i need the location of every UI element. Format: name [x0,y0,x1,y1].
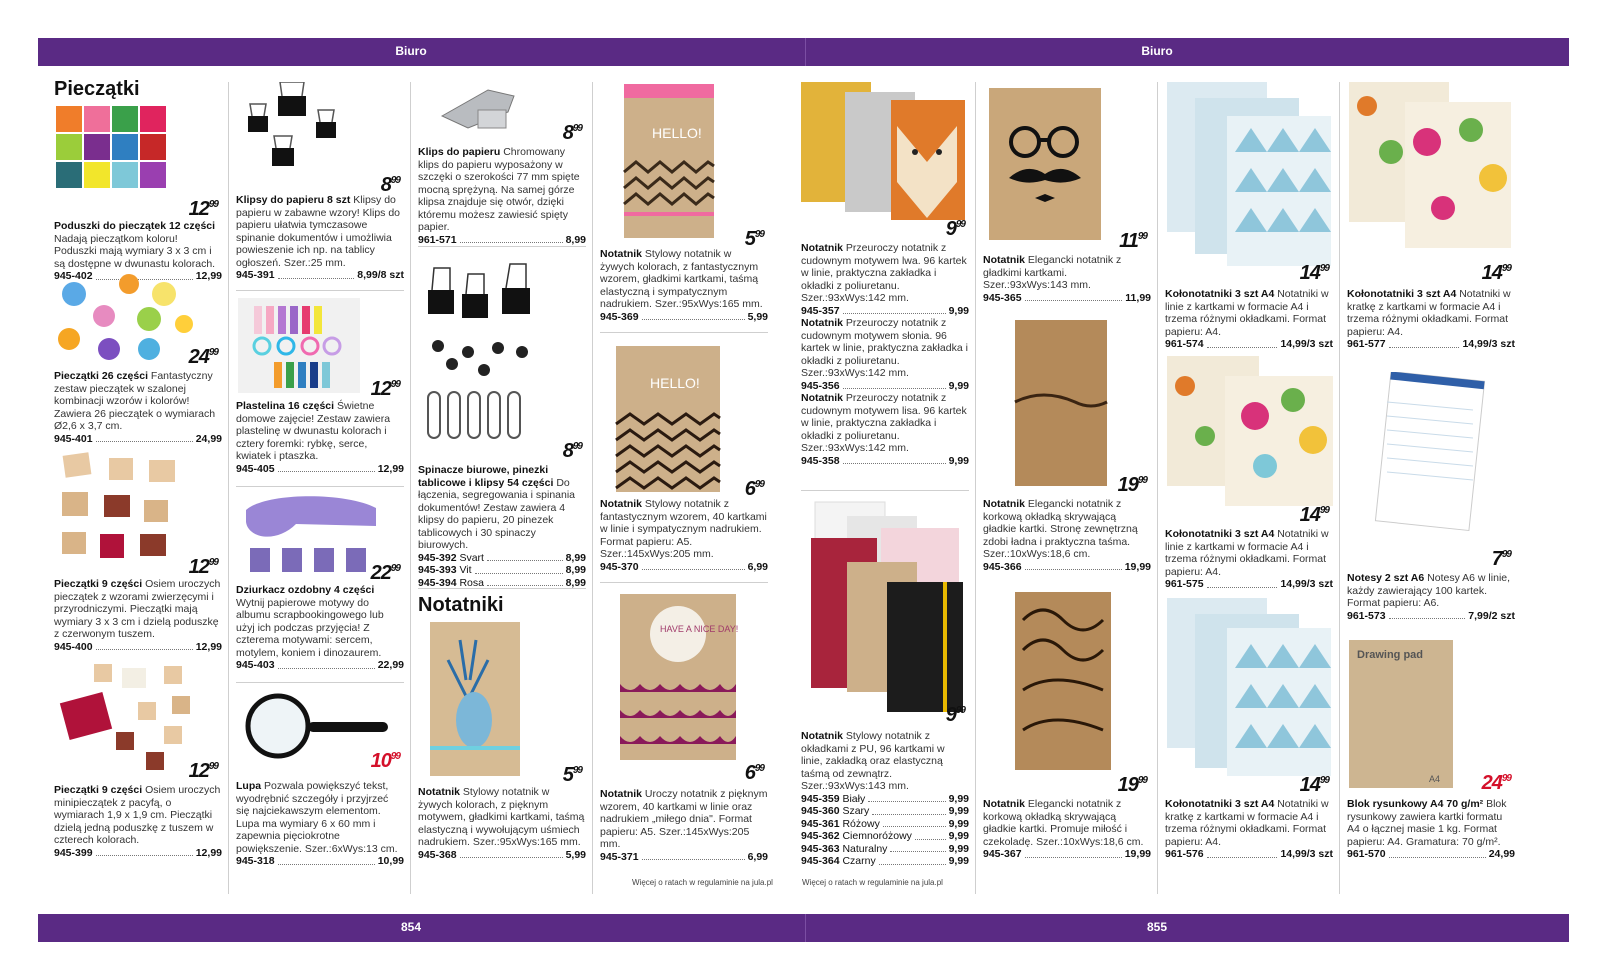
mini-stamps-image [54,662,222,772]
product-description: Klipsy do papieru 8 szt Klipsy do papieru w zabawne wzory! Klips do papieru ułatwia tymczasowe spinanie dokumentów i umożliwia powieszenie ich np. na tablicy ogłoszeń. Szer.:25 mm. 945-391 8,99/8 szt [236,194,404,281]
product-description: Kołonotatniki 3 szt A4 Notatniki w linie z kartkami w formacie A4 i trzema różnymi okładkami. Format papieru: A4. 961-574 14,99/3 szt [1165,288,1333,350]
column-office-accessories [236,82,404,894]
price-tag: $5^{99}$ [562,764,582,786]
row-separator [236,486,404,487]
band-divider [805,38,806,66]
price-tag: $24^{99}$ [1481,772,1511,794]
price-tag: $14^{99}$ [1299,262,1329,284]
column-divider [1339,82,1340,894]
column-elegant-notebooks [983,82,1151,894]
product-description: Notatnik Stylowy notatnik z fantastycznym wzorem, 40 kartkami w linie i sympatycznym nadrukiem. Format papieru: A5. Szer.:145xWys:205 mm. 945-370 6,99 [600,498,768,573]
pu-notebooks-image [801,498,969,718]
product-card[interactable] [1165,82,1333,354]
column-kraft-notebooks [600,82,768,894]
product-description: Dziurkacz ozdobny 4 części Wytnij papierowe motywy do albumu scrapbookingowego lub użyj ich podczas przyjęcia! Z czterema motywami: sercem, motylem, koniem i dinozaurem. 945-403 22,99 [236,584,404,671]
row-separator [600,332,768,333]
footnote-right: Więcej o ratach w regulaminie na jula.pl [802,878,943,887]
header-band [38,38,1569,66]
column-divider [975,82,976,894]
product-description: Spinacze biurowe, pinezki tablicowe i klipsy 54 części Do łączenia, segregowania i spinania dokumentów! Zestaw zawiera 4 klipsy do papieru, 20 pinezek tablicowych i 30 spinaczy biurowych. 945-392 Svart 8,99 945-393 Vit 8,99 945-394 Rosa 8,99 [418,464,586,589]
column-clips-notebooks [418,82,586,894]
product-description: Notatnik Stylowy notatnik z okładkami z PU, 96 kartkami w linie, zakładką oraz elastyczną taśmą od zewnątrz. Szer.:93xWys:143 mm. 945-359 Biały 9,99 945-360 Szary 9,99 945-361 Różowy 9,99 945-362 Ciemnoróżowy 9,99 945-363 Naturalny 9,99 945-364 Czarny 9,99 [801,730,969,867]
product-card[interactable] [236,298,404,483]
price-tag: $11^{99}$ [1119,230,1147,252]
mustache-notebook-image [983,82,1151,242]
row-separator [236,290,404,291]
product-card[interactable] [600,592,768,894]
column-divider [410,82,411,894]
row-separator [418,588,586,589]
price-tag: $24^{99}$ [188,346,218,368]
metal-clip-image [418,82,586,140]
ink-pads-image [54,104,222,194]
band-divider [805,914,806,942]
product-description: Plastelina 16 części Świetne domowe zajęcie! Zestaw zawiera plastelinę w dwunastu kolorach i cztery foremki: rybkę, serce, kwiatek i ptaszka. 945-405 12,99 [236,400,404,475]
product-description: Pieczątki 9 części Osiem uroczych minipieczątek z pacyfą, o wymiarach 1,9 x 1,9 cm. Pieczątki dzielą jedną poduszkę z tuszem w czterech kolorach. 945-399 12,99 [54,784,222,859]
cork-love-notebook-image [983,590,1151,772]
price-tag: $8^{99}$ [380,174,400,196]
product-description: Notatnik Elegancki notatnik z gładkimi kartkami. Szer.:93xWys:143 mm. 945-365 11,99 [983,254,1151,304]
price-tag: $22^{99}$ [370,562,400,584]
cover-text: HAVE A NICE DAY! [660,624,739,634]
product-card[interactable] [54,662,222,894]
product-card[interactable] [236,690,404,894]
price-tag: $14^{99}$ [1299,774,1329,796]
price-tag: $9^{99}$ [945,218,965,240]
triangle-spiral-notebooks-image [1165,82,1333,268]
product-description: Notatnik Uroczy notatnik z pięknym wzorem, 40 kartkami w linie oraz nadrukiem „miłego dnia". Format papieru: A5. Szer.:145xWys:205 mm. 945-371 6,99 [600,788,768,863]
row-separator [801,490,969,491]
column-pads [1347,82,1515,894]
page-number-left: 854 [400,920,422,934]
product-description: Pieczątki 9 części Osiem uroczych pieczątek z wzorami zwierzęcymi i przyrodniczymi. Pieczątki mają wymiary 3 x 3 cm i dzielą poduszkę z czerwonym tuszem. 945-400 12,99 [54,578,222,653]
product-description: Notatnik Przeuroczy notatnik z cudownym motywem lwa. 96 kartek w linie, praktyczna zakładka i okładki z poliuretanu. Szer.:93xWys:142 mm. 945-357 9,99 Notatnik Przeuroczy notatnik z cudownym motywem słonia. 96 kartek w linie, praktyczna zakładka i okładki z poliuretanu. Szer.:93xWys:142 mm. 945-356 9,99 Notatnik Przeuroczy notatnik z cudownym motywem lisa. 96 kartek w linie, praktyczna zakładka i okładki z poliuretanu. Szer.:93xWys:142 mm. 945-358 9,99 [801,242,969,467]
product-description: Notatnik Elegancki notatnik z korkową okładką skrywającą gładkie kartki. Promuje miłość i czekoladę. Szer.:10xWys:18,6 cm. 945-367 19,99 [983,798,1151,860]
product-card[interactable] [418,620,586,894]
product-description: Notesy 2 szt A6 Notesy A6 w linie, każdy zawierający 100 kartek. Format papieru: A6. 961-573 7,99/2 szt [1347,572,1515,622]
product-description: Kołonotatniki 3 szt A4 Notatniki w linie z kartkami w formacie A4 i trzema różnymi okładkami. Format papieru: A4. 961-575 14,99/3 szt [1165,528,1333,590]
product-description: Notatnik Elegancki notatnik z korkową okładką skrywającą gładkie kartki. Stronę zewnętrzną zdobi ładna i praktyczna taśma. Szer.:10xWys:18,6 cm. 945-366 19,99 [983,498,1151,573]
product-card[interactable] [600,82,768,332]
stamps-animals-image [54,450,222,560]
deer-notebook-image [418,620,586,780]
product-description: Notatnik Stylowy notatnik w żywych kolorach, z pięknym motywem, gładkimi kartkami, taśmą elastyczną i wywołującym uśmiech nadrukiem. Szer.:95xWys:165 mm. 945-368 5,99 [418,786,586,861]
price-tag: $10^{99}$ [370,750,400,772]
cover-text: HELLO! [650,375,700,391]
footer-band [38,914,1569,942]
header-left-label: Biuro [395,44,427,58]
product-description: Kołonotatniki 3 szt A4 Notatniki w kratkę z kartkami w formacie A4 i trzema różnymi okładkami. Format papieru: A4. 961-577 14,99/3 szt [1347,288,1515,350]
price-tag: $5^{99}$ [744,228,764,250]
product-card[interactable] [1165,356,1333,596]
paper-clips-image [236,82,404,190]
price-tag: $12^{99}$ [370,378,400,400]
price-tag: $6^{99}$ [744,478,764,500]
price-tag: $19^{99}$ [1117,474,1147,496]
product-card[interactable] [236,492,404,682]
nice-day-notebook-image [600,592,768,764]
product-description: Notatnik Stylowy notatnik w żywych kolorach, z fantastycznym wzorem, gładkimi kartkami, taśmą elastyczną i sympatycznym nadrukiem. Szer.:95xWys:165 mm. 945-369 5,99 [600,248,768,323]
column-divider [592,82,593,894]
price-tag: $12^{99}$ [188,760,218,782]
column-divider [228,82,229,894]
product-card[interactable] [236,82,404,287]
cover-text: HELLO! [652,125,702,141]
row-separator [418,246,586,247]
price-tag: $14^{99}$ [1481,262,1511,284]
product-card[interactable] [418,82,586,246]
product-card[interactable] [801,498,969,894]
footnote-left: Więcej o ratach w regulaminie na jula.pl [632,878,773,887]
price-tag: $19^{99}$ [1117,774,1147,796]
product-card[interactable] [983,82,1151,307]
product-description: Blok rysunkowy A4 70 g/m² Blok rysunkowy zawiera kartki formatu A4 o łącznej masie 1 kg. Format papieru: A4. Gramatura: 70 g/m². 961-570 24,99 [1347,798,1515,860]
price-tag: $9^{99}$ [945,704,965,726]
header-right-label: Biuro [1141,44,1173,58]
price-tag: $7^{99}$ [1491,548,1511,570]
product-card[interactable] [1347,82,1515,354]
price-tag: $8^{99}$ [562,440,582,462]
floral-spiral-notebooks-image [1165,356,1333,506]
product-description: Pieczątki 26 części Fantastyczny zestaw pieczątek w szalonej kombinacji wzorów i kolorów! Zawiera 26 pieczątek o wymiarach Ø2,6 x 3,7 cm. 945-401 24,99 [54,370,222,445]
product-description: Poduszki do pieczątek 12 części Nadają pieczątkom koloru! Poduszki mają wymiary 3 x 3 cm i są dostępne w dwunastu kolorach. 945-402 12,99 [54,220,222,282]
product-card[interactable] [1165,598,1333,894]
section-title-notebooks: Notatniki [418,594,504,616]
column-animal-notebooks [801,82,969,894]
floral-grid-notebooks-image [1347,82,1515,252]
product-description: Klips do papieru Chromowany klips do papieru wyposażony w szczęki o szerokości 77 mm spięte mocną sprężyną. Na samej górze klipsa znajduje się otwór, dzięki któremu możesz zawiesić spięty papier. 961-571 8,99 [418,146,586,246]
page-number-right: 855 [1146,920,1168,934]
price-tag: $8^{99}$ [562,122,582,144]
product-card[interactable] [418,260,586,589]
product-description: Kołonotatniki 3 szt A4 Notatniki w kratkę z kartkami w formacie A4 i trzema różnymi okładkami. Format papieru: A4. 961-576 14,99/3 szt [1165,798,1333,860]
column-divider [1157,82,1158,894]
price-tag: $12^{99}$ [188,556,218,578]
product-card[interactable] [600,344,768,584]
row-separator [236,682,404,683]
animal-notebooks-image [801,82,969,222]
clips-pins-image [418,260,586,450]
column-stamps [54,78,222,894]
hello-chevron-notebook-image [600,344,768,494]
row-separator [600,582,768,583]
price-tag: $14^{99}$ [1299,504,1329,526]
section-title-stamps: Pieczątki [54,78,140,100]
product-card[interactable] [1347,638,1515,894]
product-card[interactable] [801,82,969,482]
product-card[interactable] [54,104,222,282]
drawing-pad-image [1347,638,1515,792]
column-spiral-notebooks [1165,82,1333,894]
cork-notebook-image [983,318,1151,490]
product-card[interactable] [983,318,1151,578]
triangle-grid-notebooks-image [1165,598,1333,778]
price-tag: $6^{99}$ [744,762,764,784]
product-description: Lupa Pozwala powiększyć tekst, wyodrębnić szczegóły i przyjrzeć się najciekawszym elementom. Lupa ma wymiary 6 x 60 mm i zapewnia pięciokrotne powiększenie. Szer.:6xWys:13 cm. 945-318 10,99 [236,780,404,867]
product-card[interactable] [983,590,1151,894]
cover-text: Drawing pad [1357,649,1424,661]
cover-format-text: A4 [1429,774,1441,784]
a6-notepads-image [1347,372,1515,544]
price-tag: $12^{99}$ [188,198,218,220]
product-card[interactable] [1347,372,1515,642]
product-card[interactable] [54,450,222,660]
hello-pink-notebook-image [600,82,768,242]
product-card[interactable] [54,274,222,449]
